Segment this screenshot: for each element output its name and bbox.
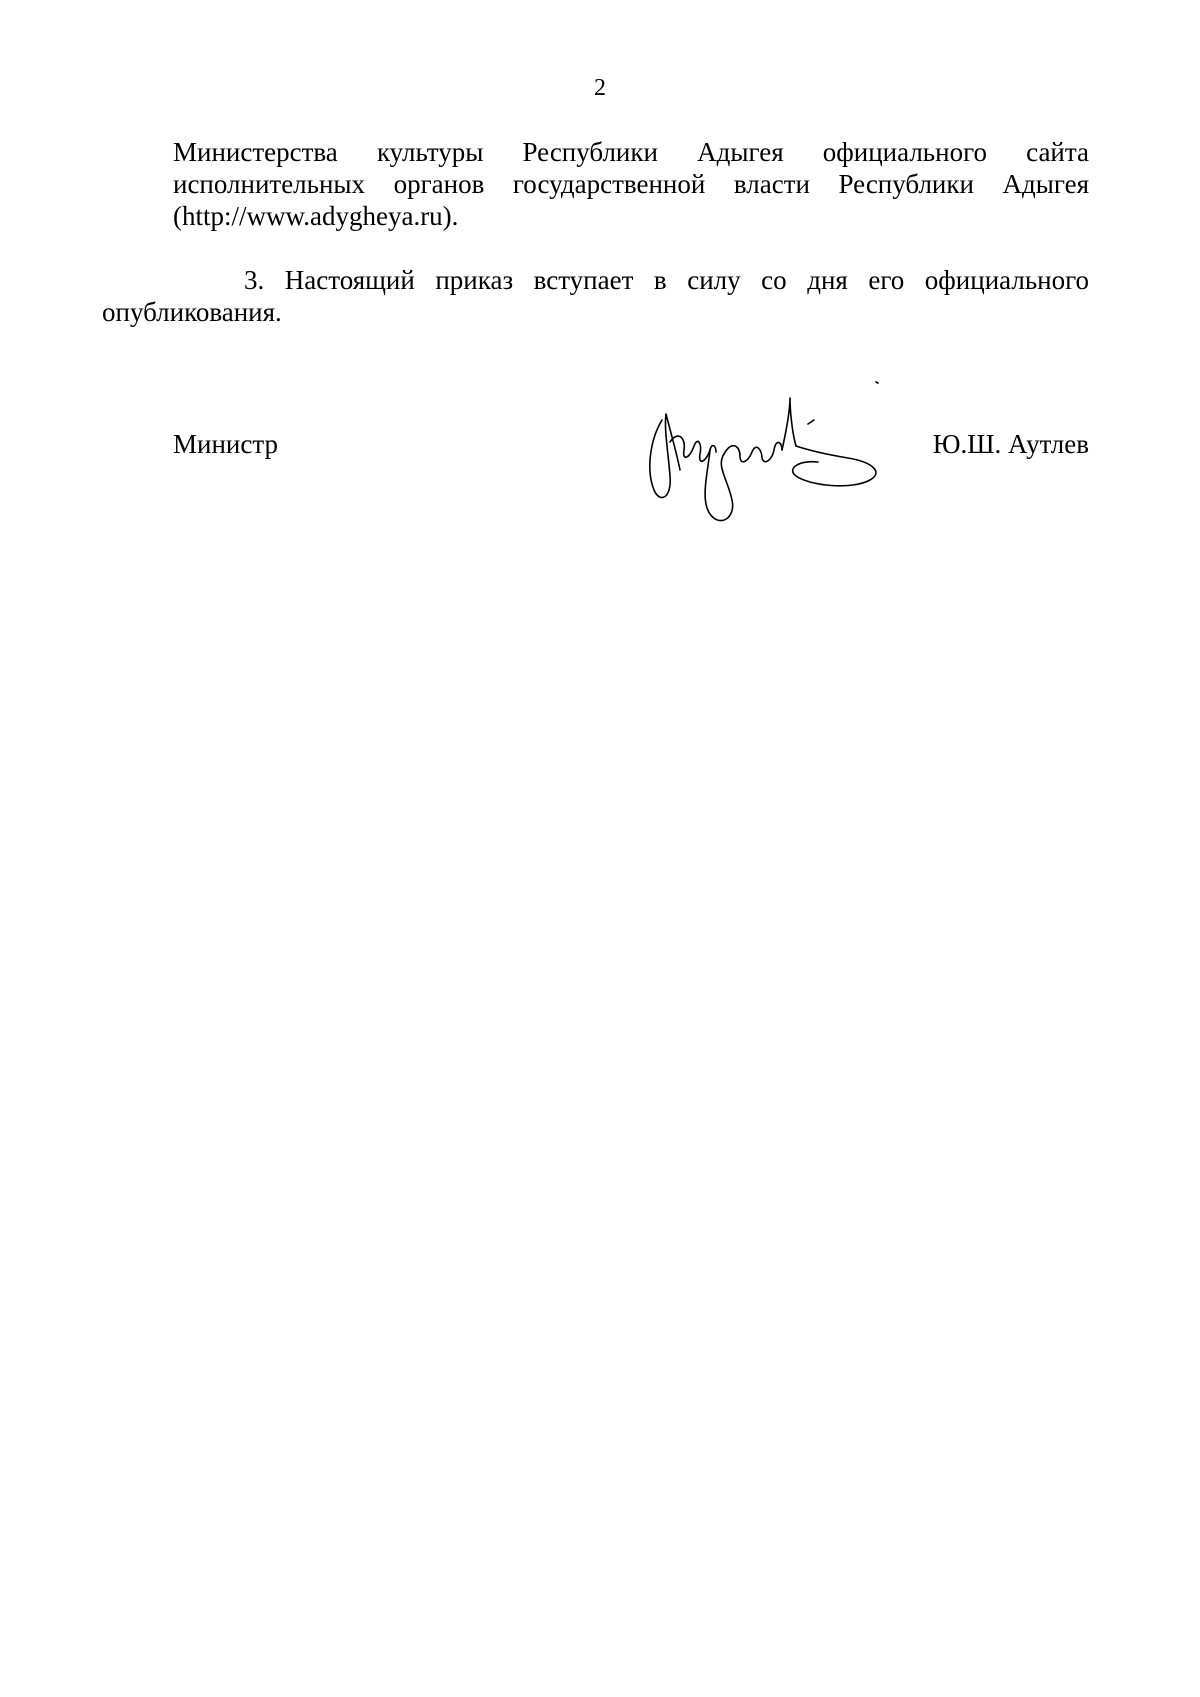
paragraph-line: опубликования. [102, 297, 282, 327]
paragraph-line: (http://www.adygheya.ru). [173, 201, 459, 231]
paragraph-line: исполнительных органов государственной власти Республики Адыгея [173, 169, 1089, 199]
paragraph-effective-date [102, 264, 1089, 328]
signer-position: Министр [173, 429, 278, 459]
signature-block [173, 428, 1089, 462]
paragraph-line: 3. Настоящий приказ вступает в силу со дня его официального [244, 265, 1089, 295]
paragraph-publication [173, 136, 1089, 232]
signer-name: Ю.Ш. Аутлев [932, 429, 1089, 459]
paragraph-line: Министерства культуры Республики Адыгея официального сайта [173, 137, 1089, 167]
handwritten-signature [640, 380, 900, 540]
page-number: 2 [594, 75, 606, 101]
